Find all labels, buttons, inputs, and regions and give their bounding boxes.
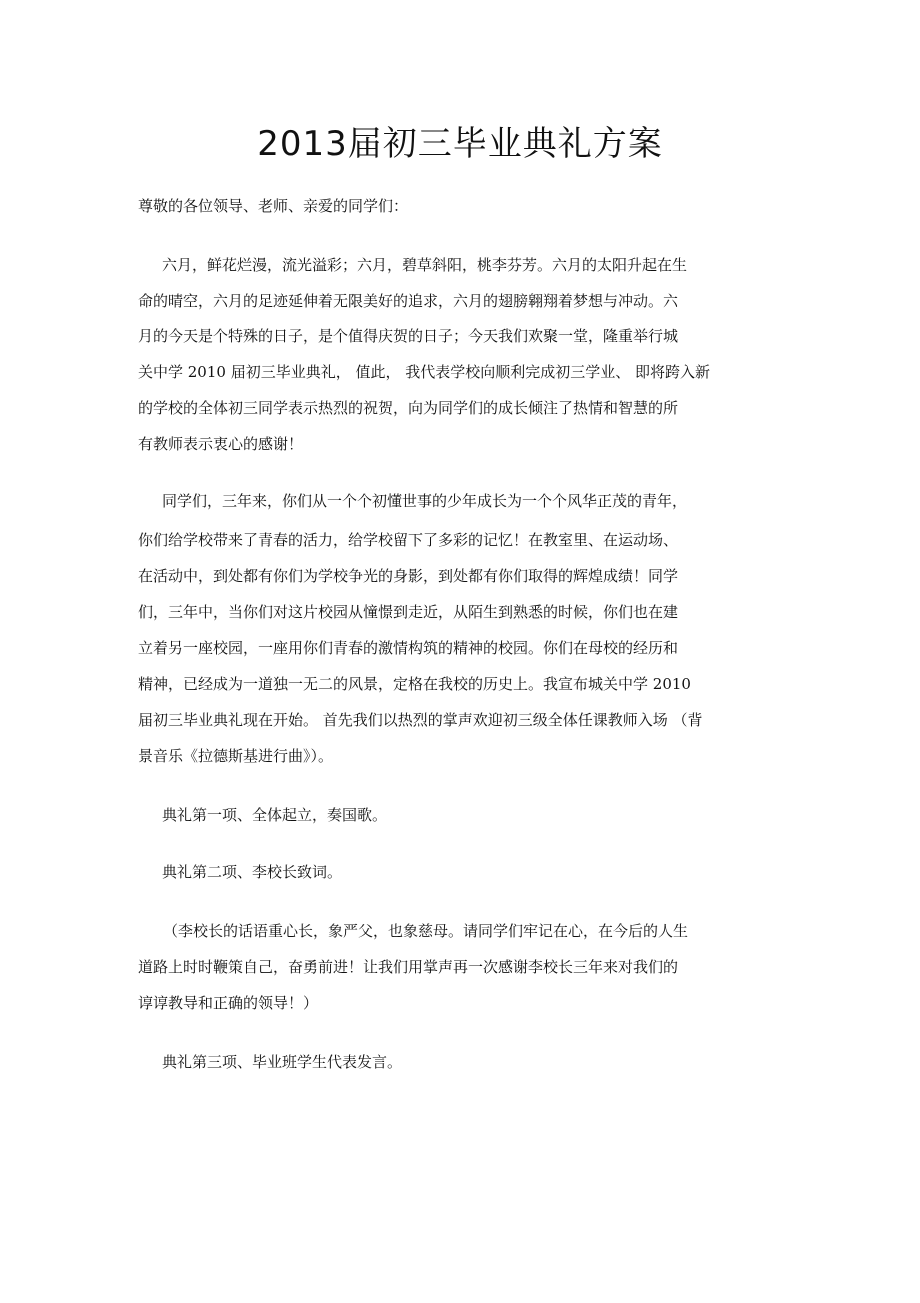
- paragraph-line: 谆谆教导和正确的领导！）: [138, 994, 319, 1012]
- paragraph-line: 道路上时时鞭策自己，奋勇前进！让我们用掌声再一次感谢李校长三年来对我们的: [138, 958, 679, 976]
- paragraph-line: 命的晴空，六月的足迹延伸着无限美好的追求，六月的翅膀翱翔着梦想与冲动。六: [138, 292, 679, 310]
- paragraph-line: 同学们，三年来，你们从一个个初懂世事的少年成长为一个个风华正茂的青年，: [162, 492, 688, 510]
- paragraph-line: 届初三毕业典礼现在开始。 首先我们以热烈的掌声欢迎初三级全体任课教师入场 （背: [138, 711, 703, 729]
- document-title: 2013届初三毕业典礼方案: [257, 124, 663, 164]
- ceremony-item-1: 典礼第一项、全体起立，奏国歌。: [162, 806, 388, 824]
- paragraph-line: 月的今天是个特殊的日子，是个值得庆贺的日子；今天我们欢聚一堂，隆重举行城: [138, 327, 679, 345]
- paragraph-line: （李校长的话语重心长，象严父，也象慈母。请同学们牢记在心，在今后的人生: [163, 922, 689, 940]
- paragraph-line: 们，三年中，当你们对这片校园从憧憬到走近，从陌生到熟悉的时候，你们也在建: [138, 603, 679, 621]
- paragraph-line: 立着另一座校园，一座用你们青春的激情构筑的精神的校园。你们在母校的经历和: [138, 639, 679, 657]
- paragraph-line: 在活动中，到处都有你们为学校争光的身影，到处都有你们取得的辉煌成绩！同学: [138, 567, 679, 585]
- paragraph-line: 有教师表示衷心的感谢！: [138, 435, 304, 453]
- ceremony-item-3: 典礼第三项、毕业班学生代表发言。: [162, 1053, 403, 1071]
- paragraph-line: 你们给学校带来了青春的活力，给学校留下了多彩的记忆！在教室里、在运动场、: [138, 531, 679, 549]
- paragraph-line: 六月，鲜花烂漫，流光溢彩；六月，碧草斜阳，桃李芬芳。六月的太阳升起在生: [162, 256, 688, 274]
- paragraph-line: 关中学 2010 届初三毕业典礼， 值此， 我代表学校向顺利完成初三学业、 即将跨入新: [138, 363, 711, 381]
- paragraph-line: 景音乐《拉德斯基进行曲》）。: [138, 747, 334, 765]
- salutation: 尊敬的各位领导、老师、亲爱的同学们：: [138, 197, 409, 215]
- ceremony-item-2: 典礼第二项、李校长致词。: [162, 863, 343, 881]
- paragraph-line: 的学校的全体初三同学表示热烈的祝贺，向为同学们的成长倾注了热情和智慧的所: [138, 399, 679, 417]
- paragraph-line: 精神，已经成为一道独一无二的风景，定格在我校的历史上。我宣布城关中学 2010: [138, 675, 691, 693]
